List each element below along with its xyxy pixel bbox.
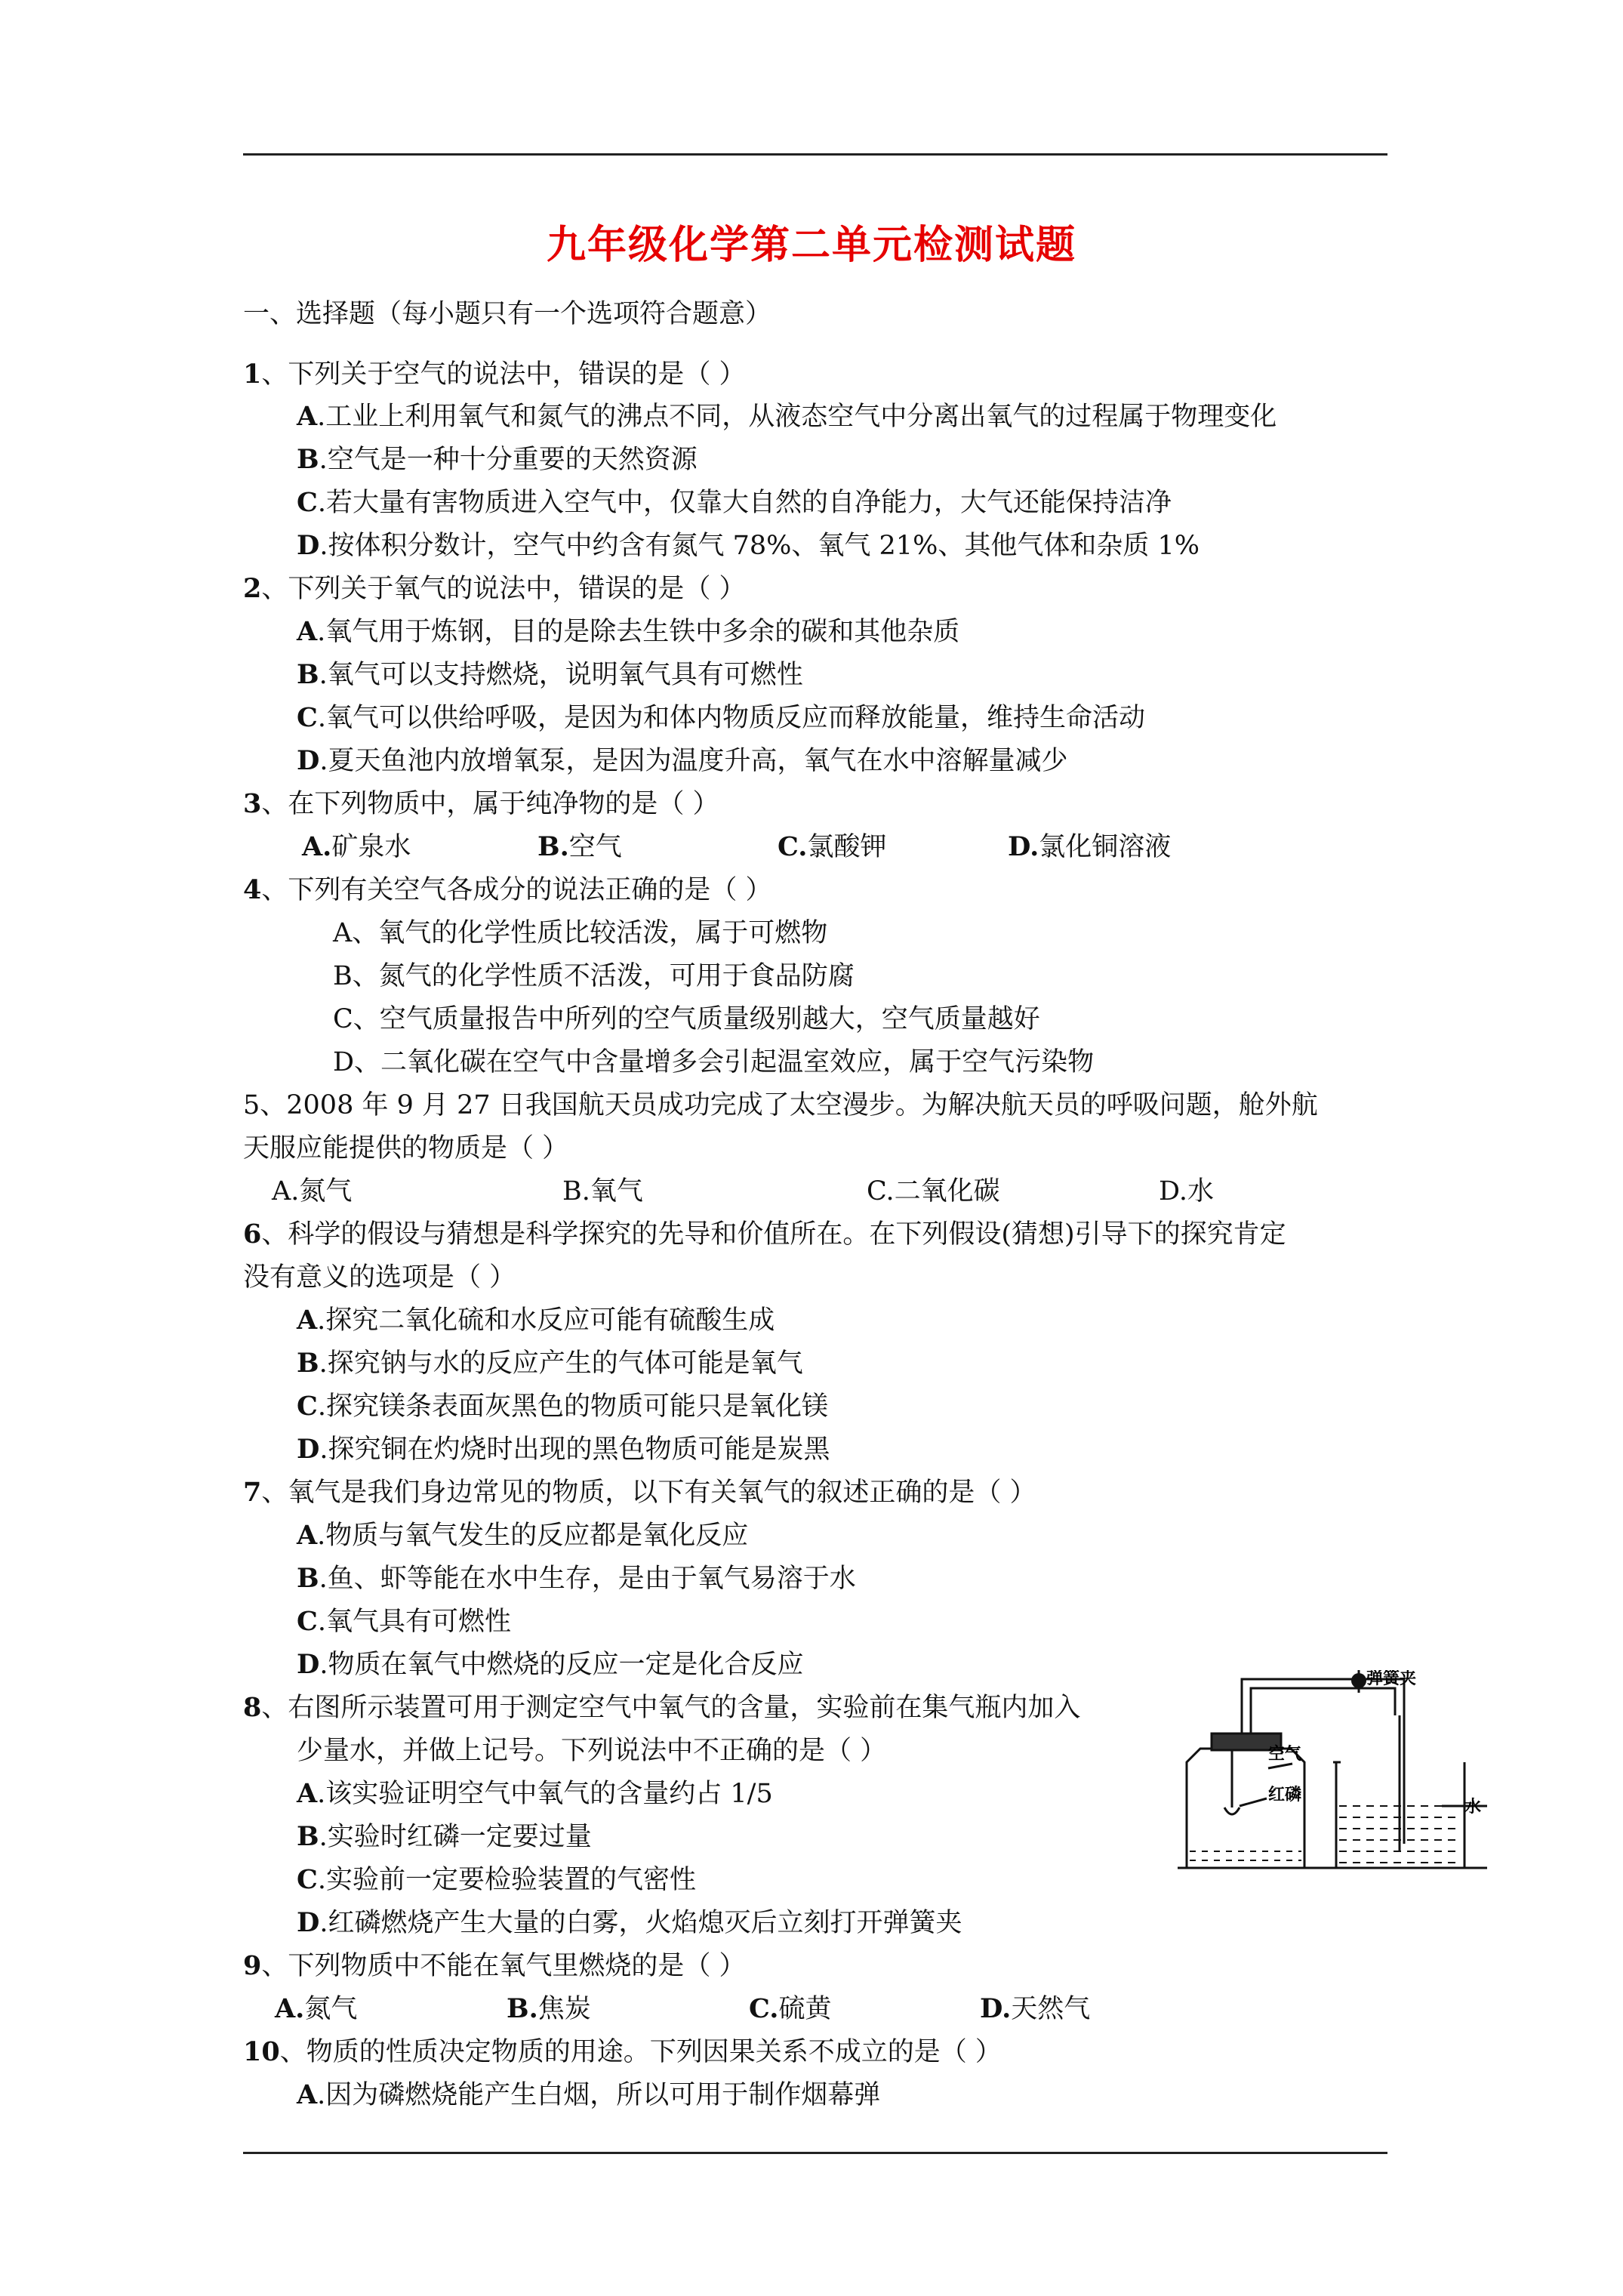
label-air: 空气 — [1268, 1745, 1302, 1764]
option-6b: B.探究钠与水的反应产生的气体可能是氧气 — [297, 1348, 803, 1379]
question-5-line-1: 5、2008 年 9 月 27 日我国航天员成功完成了太空漫步。为解决航天员的呼吸问题，舱外航 — [243, 1090, 1318, 1120]
option-9b: B.焦炭 — [507, 1993, 591, 2024]
question-1 — [243, 358, 746, 391]
option-1a: A.工业上利用氧气和氮气的沸点不同，从液态空气中分离出氧气的过程属于物理变化 — [297, 401, 1277, 432]
option-8d: D.红磷燃烧产生大量的白雾，火焰熄灭后立刻打开弹簧夹 — [297, 1907, 962, 1938]
option-9d: D.天然气 — [980, 1993, 1091, 2024]
option-3a: A.矿泉水 — [302, 831, 411, 862]
option-5a: A.氮气 — [272, 1176, 353, 1207]
option-5b: B.氧气 — [562, 1176, 643, 1207]
option-8b: B.实验时红磷一定要过量 — [297, 1821, 592, 1852]
option-3c: C.氯酸钾 — [778, 831, 887, 862]
question-9: 9、下列物质中不能在氧气里燃烧的是（ ） — [243, 1950, 746, 1981]
footer-rule — [243, 2152, 1387, 2154]
option-8c: C.实验前一定要检验装置的气密性 — [297, 1864, 696, 1895]
option-4b: B、氮气的化学性质不活泼，可用于食品防腐 — [333, 961, 855, 991]
question-2: 2、下列关于氧气的说法中，错误的是（ ） — [243, 573, 746, 604]
option-4d: D、二氧化碳在空气中含量增多会引起温室效应，属于空气污染物 — [333, 1047, 1095, 1077]
option-3b: B.空气 — [537, 831, 622, 862]
option-9a: A.氮气 — [275, 1993, 358, 2024]
page-title: 九年级化学第二单元检测试题 — [546, 222, 1076, 268]
option-4a: A、氧气的化学性质比较活泼，属于可燃物 — [333, 918, 828, 948]
option-3d: D.氯化铜溶液 — [1008, 831, 1172, 862]
option-6c: C.探究镁条表面灰黑色的物质可能只是氧化镁 — [297, 1391, 828, 1422]
question-6-line-1: 6、科学的假设与猜想是科学探究的先导和价值所在。在下列假设(猜想)引导下的探究肯定 — [243, 1219, 1286, 1250]
question-4: 4、下列有关空气各成分的说法正确的是（ ） — [243, 874, 772, 905]
option-4c: C、空气质量报告中所列的空气质量级别越大，空气质量越好 — [333, 1004, 1040, 1034]
option-5d: D.水 — [1159, 1176, 1214, 1207]
question-6-line-2: 没有意义的选项是（ ） — [243, 1262, 516, 1293]
option-1b: B.空气是一种十分重要的天然资源 — [297, 444, 698, 475]
question-3: 3、在下列物质中，属于纯净物的是（ ） — [243, 788, 719, 819]
oxygen-measurement-apparatus-figure — [1178, 1670, 1487, 1897]
option-2b: B.氧气可以支持燃烧，说明氧气具有可燃性 — [297, 659, 803, 690]
option-8a: A.该实验证明空气中氧气的含量约占 1/5 — [297, 1778, 773, 1809]
option-6a: A.探究二氧化硫和水反应可能有硫酸生成 — [297, 1305, 775, 1336]
question-10: 10、物质的性质决定物质的用途。下列因果关系不成立的是（ ） — [243, 2036, 1002, 2067]
option-5c: C.二氧化碳 — [867, 1176, 1000, 1207]
option-7a: A.物质与氧气发生的反应都是氧化反应 — [297, 1520, 749, 1551]
question-number: 1 — [243, 359, 262, 390]
question-7: 7、氧气是我们身边常见的物质，以下有关氧气的叙述正确的是（ ） — [243, 1477, 1036, 1508]
option-1d: D.按体积分数计，空气中约含有氮气 78%、氧气 21%、其他气体和杂质 1% — [297, 530, 1200, 561]
option-7b: B.鱼、虾等能在水中生存，是由于氧气易溶于水 — [297, 1563, 856, 1594]
option-9c: C.硫黄 — [749, 1993, 832, 2024]
option-7d: D.物质在氧气中燃烧的反应一定是化合反应 — [297, 1649, 804, 1680]
option-1c: C.若大量有害物质进入空气中，仅靠大自然的自净能力，大气还能保持洁净 — [297, 487, 1172, 518]
label-red-phosphorus: 红磷 — [1268, 1786, 1302, 1804]
question-8-line-2: 少量水，并做上记号。下列说法中不正确的是（ ） — [297, 1736, 887, 1766]
option-7c: C.氧气具有可燃性 — [297, 1606, 511, 1637]
question-stem: 、下列关于空气的说法中，错误的是（ ） — [261, 359, 746, 390]
header-rule — [243, 153, 1387, 156]
label-water: 水 — [1464, 1798, 1482, 1817]
option-2a: A.氧气用于炼钢，目的是除去生铁中多余的碳和其他杂质 — [297, 616, 960, 647]
label-clip: 弹簧夹 — [1366, 1670, 1417, 1688]
option-2c: C.氧气可以供给呼吸，是因为和体内物质反应而释放能量，维持生命活动 — [297, 702, 1145, 733]
option-2d: D.夏天鱼池内放增氧泵，是因为温度升高，氧气在水中溶解量减少 — [297, 745, 1068, 776]
option-10a: A.因为磷燃烧能产生白烟，所以可用于制作烟幕弹 — [297, 2079, 881, 2110]
option-6d: D.探究铜在灼烧时出现的黑色物质可能是炭黑 — [297, 1434, 830, 1465]
question-5-line-2: 天服应能提供的物质是（ ） — [243, 1133, 569, 1163]
question-8-line-1: 8、右图所示装置可用于测定空气中氧气的含量，实验前在集气瓶内加入 — [243, 1692, 1081, 1723]
section-heading: 一、选择题（每小题只有一个选项符合题意） — [243, 299, 772, 329]
